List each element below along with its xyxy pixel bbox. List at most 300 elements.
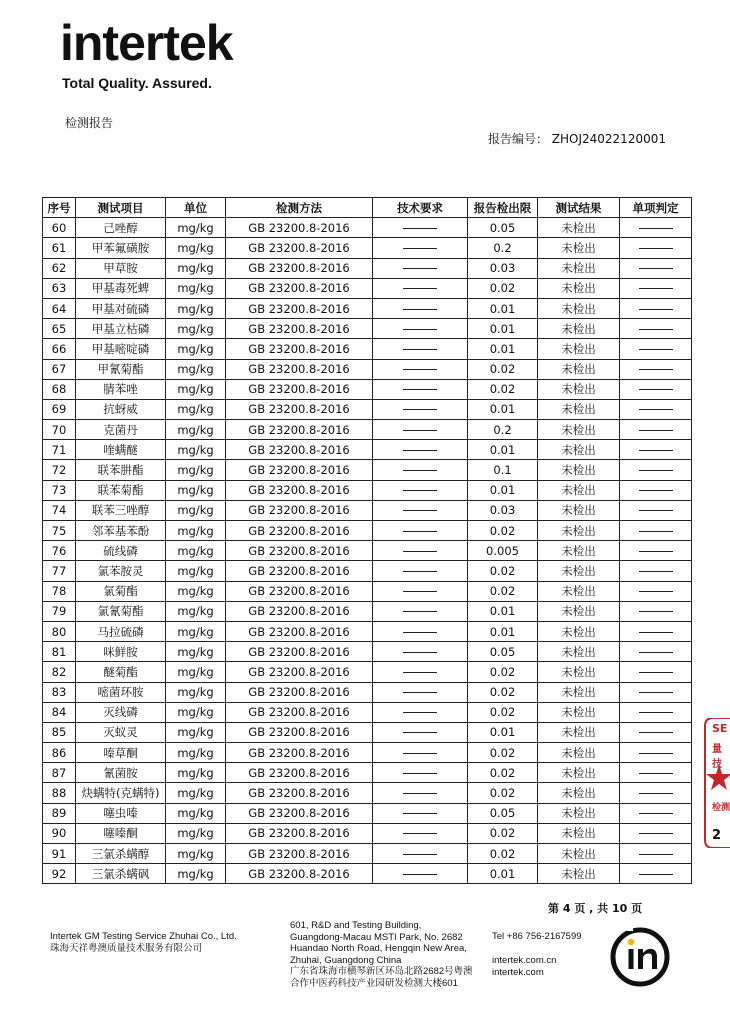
dash-placeholder: [403, 450, 437, 451]
cell-judgement: [620, 783, 692, 803]
cell-requirement: [373, 359, 468, 379]
cell-no: 70: [43, 420, 76, 440]
cell-no: 64: [43, 298, 76, 318]
col-header-judgement: 单项判定: [620, 198, 692, 218]
cell-judgement: [620, 844, 692, 864]
cell-no: 77: [43, 561, 76, 581]
dash-placeholder: [639, 712, 673, 713]
cell-item: 甲基毒死蜱: [76, 278, 166, 298]
dash-placeholder: [403, 833, 437, 834]
cell-no: 75: [43, 521, 76, 541]
dash-placeholder: [639, 470, 673, 471]
cell-method: GB 23200.8-2016: [226, 278, 373, 298]
cell-requirement: [373, 743, 468, 763]
cell-no: 83: [43, 682, 76, 702]
cell-method: GB 23200.8-2016: [226, 783, 373, 803]
table-row: [43, 601, 692, 621]
cell-item: 联苯三唑醇: [76, 500, 166, 520]
cell-result: 未检出: [538, 743, 620, 763]
cell-method: GB 23200.8-2016: [226, 844, 373, 864]
dash-placeholder: [639, 571, 673, 572]
dash-placeholder: [403, 349, 437, 350]
cell-item: 联苯菊酯: [76, 480, 166, 500]
table-row: [43, 864, 692, 884]
cell-method: GB 23200.8-2016: [226, 601, 373, 621]
cell-unit: mg/kg: [166, 864, 226, 884]
cell-requirement: [373, 864, 468, 884]
cell-result: 未检出: [538, 460, 620, 480]
dash-placeholder: [639, 389, 673, 390]
cell-detection-limit: 0.03: [468, 500, 538, 520]
dash-placeholder: [403, 652, 437, 653]
cell-unit: mg/kg: [166, 763, 226, 783]
telephone: Tel +86 756-2167599: [492, 931, 582, 942]
cell-method: GB 23200.8-2016: [226, 440, 373, 460]
page-number: 第 4 页 , 共 10 页: [548, 902, 643, 915]
cell-item: 甲草胺: [76, 258, 166, 278]
cell-judgement: [620, 460, 692, 480]
table-row: [43, 702, 692, 722]
dash-placeholder: [403, 854, 437, 855]
cell-judgement: [620, 521, 692, 541]
cell-judgement: [620, 319, 692, 339]
cell-no: 84: [43, 702, 76, 722]
cell-result: 未检出: [538, 803, 620, 823]
cell-result: 未检出: [538, 521, 620, 541]
cell-result: 未检出: [538, 682, 620, 702]
table-row: [43, 218, 692, 238]
dash-placeholder: [403, 409, 437, 410]
dash-placeholder: [639, 874, 673, 875]
cell-unit: mg/kg: [166, 238, 226, 258]
dash-placeholder: [403, 632, 437, 633]
cell-judgement: [620, 763, 692, 783]
cell-requirement: [373, 298, 468, 318]
col-header-detection-limit: 报告检出限: [468, 198, 538, 218]
address-line: 广东省珠海市横琴新区环岛北路2682号粤澳: [290, 966, 473, 977]
cell-detection-limit: 0.01: [468, 864, 538, 884]
dash-placeholder: [403, 490, 437, 491]
table-row: [43, 339, 692, 359]
address-line: Guangdong-Macau MSTI Park, No. 2682: [290, 931, 463, 943]
cell-method: GB 23200.8-2016: [226, 339, 373, 359]
dash-placeholder: [639, 329, 673, 330]
cell-judgement: [620, 500, 692, 520]
cell-unit: mg/kg: [166, 561, 226, 581]
cell-detection-limit: 0.01: [468, 319, 538, 339]
cell-result: 未检出: [538, 399, 620, 419]
cell-unit: mg/kg: [166, 541, 226, 561]
cell-judgement: [620, 561, 692, 581]
report-number: [488, 130, 666, 147]
table-row: [43, 420, 692, 440]
dash-placeholder: [639, 450, 673, 451]
dash-placeholder: [403, 753, 437, 754]
cell-item: 三氯杀螨醇: [76, 844, 166, 864]
cell-result: 未检出: [538, 642, 620, 662]
cell-requirement: [373, 399, 468, 419]
cell-no: 85: [43, 722, 76, 742]
intertek-logo: intertek: [60, 15, 233, 71]
cell-item: 甲基立枯磷: [76, 319, 166, 339]
cell-unit: mg/kg: [166, 743, 226, 763]
cell-unit: mg/kg: [166, 601, 226, 621]
cell-result: 未检出: [538, 339, 620, 359]
cell-judgement: [620, 399, 692, 419]
cell-judgement: [620, 864, 692, 884]
dash-placeholder: [403, 510, 437, 511]
website-com: intertek.com: [492, 967, 544, 978]
cell-result: 未检出: [538, 864, 620, 884]
cell-method: GB 23200.8-2016: [226, 460, 373, 480]
cell-method: GB 23200.8-2016: [226, 218, 373, 238]
dash-placeholder: [639, 793, 673, 794]
table-row: [43, 541, 692, 561]
cell-detection-limit: 0.03: [468, 258, 538, 278]
cell-result: 未检出: [538, 420, 620, 440]
cell-detection-limit: 0.2: [468, 420, 538, 440]
cell-method: GB 23200.8-2016: [226, 561, 373, 581]
cell-no: 80: [43, 621, 76, 641]
cell-judgement: [620, 379, 692, 399]
cell-result: 未检出: [538, 621, 620, 641]
cell-item: 噻嗪酮: [76, 823, 166, 843]
cell-item: 腈苯唑: [76, 379, 166, 399]
cell-detection-limit: 0.02: [468, 662, 538, 682]
seal-text-low: 检测: [712, 803, 730, 813]
cell-method: GB 23200.8-2016: [226, 662, 373, 682]
cell-no: 71: [43, 440, 76, 460]
cell-unit: mg/kg: [166, 642, 226, 662]
cell-result: 未检出: [538, 581, 620, 601]
cell-no: 82: [43, 662, 76, 682]
cell-unit: mg/kg: [166, 521, 226, 541]
cell-requirement: [373, 702, 468, 722]
cell-unit: mg/kg: [166, 298, 226, 318]
cell-requirement: [373, 581, 468, 601]
cell-method: GB 23200.8-2016: [226, 420, 373, 440]
cell-result: 未检出: [538, 662, 620, 682]
cell-item: 炔螨特(克螨特): [76, 783, 166, 803]
cell-no: 69: [43, 399, 76, 419]
cell-result: 未检出: [538, 561, 620, 581]
cell-unit: mg/kg: [166, 823, 226, 843]
cell-unit: mg/kg: [166, 662, 226, 682]
col-header-method: 检测方法: [226, 198, 373, 218]
cell-requirement: [373, 823, 468, 843]
cell-detection-limit: 0.01: [468, 621, 538, 641]
col-header-unit: 单位: [166, 198, 226, 218]
cell-no: 62: [43, 258, 76, 278]
cell-item: 氯氰菊酯: [76, 601, 166, 621]
cell-result: 未检出: [538, 763, 620, 783]
dash-placeholder: [403, 591, 437, 592]
cell-item: 氰菌胺: [76, 763, 166, 783]
cell-result: 未检出: [538, 844, 620, 864]
cell-requirement: [373, 803, 468, 823]
cell-judgement: [620, 823, 692, 843]
cell-detection-limit: 0.01: [468, 601, 538, 621]
dash-placeholder: [639, 531, 673, 532]
table-row: [43, 662, 692, 682]
results-table: [42, 197, 692, 884]
cell-judgement: [620, 359, 692, 379]
cell-unit: mg/kg: [166, 702, 226, 722]
cell-item: 甲基嘧啶磷: [76, 339, 166, 359]
dash-placeholder: [403, 813, 437, 814]
cell-no: 66: [43, 339, 76, 359]
col-header-item: 测试项目: [76, 198, 166, 218]
dash-placeholder: [403, 712, 437, 713]
dash-placeholder: [403, 672, 437, 673]
cell-requirement: [373, 541, 468, 561]
cell-detection-limit: 0.01: [468, 480, 538, 500]
cell-method: GB 23200.8-2016: [226, 359, 373, 379]
table-row: [43, 682, 692, 702]
cell-detection-limit: 0.01: [468, 399, 538, 419]
cell-no: 74: [43, 500, 76, 520]
cell-unit: mg/kg: [166, 278, 226, 298]
cell-detection-limit: 0.02: [468, 561, 538, 581]
table-row: [43, 460, 692, 480]
cell-method: GB 23200.8-2016: [226, 319, 373, 339]
company-name-en: Intertek GM Testing Service Zhuhai Co., Ltd.: [50, 931, 237, 942]
cell-method: GB 23200.8-2016: [226, 541, 373, 561]
cell-detection-limit: 0.02: [468, 379, 538, 399]
dash-placeholder: [403, 268, 437, 269]
dash-placeholder: [639, 591, 673, 592]
cell-judgement: [620, 480, 692, 500]
cell-item: 硫线磷: [76, 541, 166, 561]
dash-placeholder: [403, 692, 437, 693]
document-title: 检测报告: [65, 116, 114, 130]
dash-placeholder: [403, 288, 437, 289]
col-header-no: 序号: [43, 198, 76, 218]
table-row: [43, 399, 692, 419]
cell-detection-limit: 0.02: [468, 359, 538, 379]
cell-no: 61: [43, 238, 76, 258]
cell-result: 未检出: [538, 722, 620, 742]
cell-detection-limit: 0.02: [468, 743, 538, 763]
cell-detection-limit: 0.02: [468, 763, 538, 783]
address-line: Zhuhai, Guangdong China: [290, 954, 402, 966]
dash-placeholder: [639, 833, 673, 834]
dash-placeholder: [639, 369, 673, 370]
cell-judgement: [620, 702, 692, 722]
cell-result: 未检出: [538, 278, 620, 298]
dash-placeholder: [639, 632, 673, 633]
table-row: [43, 823, 692, 843]
cell-result: 未检出: [538, 702, 620, 722]
cell-item: 己唑醇: [76, 218, 166, 238]
cell-unit: mg/kg: [166, 420, 226, 440]
cell-judgement: [620, 642, 692, 662]
cell-requirement: [373, 258, 468, 278]
dash-placeholder: [639, 228, 673, 229]
cell-detection-limit: 0.02: [468, 844, 538, 864]
cell-judgement: [620, 339, 692, 359]
cell-requirement: [373, 642, 468, 662]
cell-item: 克菌丹: [76, 420, 166, 440]
table-row: [43, 440, 692, 460]
cell-detection-limit: 0.01: [468, 298, 538, 318]
cell-result: 未检出: [538, 440, 620, 460]
cell-requirement: [373, 319, 468, 339]
table-row: [43, 783, 692, 803]
cell-item: 邻苯基苯酚: [76, 521, 166, 541]
cell-judgement: [620, 621, 692, 641]
dash-placeholder: [639, 611, 673, 612]
cell-judgement: [620, 581, 692, 601]
cell-requirement: [373, 440, 468, 460]
website-cn: intertek.com.cn: [492, 955, 557, 966]
cell-item: 氯苯胺灵: [76, 561, 166, 581]
seal-text-top: SE: [712, 722, 728, 735]
cell-item: 灭蚁灵: [76, 722, 166, 742]
cell-result: 未检出: [538, 379, 620, 399]
cell-requirement: [373, 844, 468, 864]
cell-judgement: [620, 743, 692, 763]
footer-contact: [492, 931, 582, 979]
table-row: [43, 359, 692, 379]
col-header-result: 测试结果: [538, 198, 620, 218]
cell-item: 噻虫嗪: [76, 803, 166, 823]
table-row: [43, 258, 692, 278]
dash-placeholder: [639, 672, 673, 673]
dash-placeholder: [639, 551, 673, 552]
cell-item: 醚菊酯: [76, 662, 166, 682]
cell-detection-limit: 0.02: [468, 581, 538, 601]
cell-detection-limit: 0.01: [468, 440, 538, 460]
cell-item: 联苯肼酯: [76, 460, 166, 480]
address-line: 601, R&D and Testing Building,: [290, 920, 422, 931]
table-row: [43, 581, 692, 601]
dash-placeholder: [403, 430, 437, 431]
table-header-row: [43, 198, 692, 218]
address-line: Huandao North Road, Hengqin New Area,: [290, 943, 467, 954]
cell-judgement: [620, 440, 692, 460]
cell-method: GB 23200.8-2016: [226, 238, 373, 258]
cell-no: 63: [43, 278, 76, 298]
cell-result: 未检出: [538, 823, 620, 843]
cell-item: 嗪草酮: [76, 743, 166, 763]
dash-placeholder: [639, 692, 673, 693]
address-line: 合作中医药科技产业园研发检测大楼601: [290, 977, 458, 989]
cell-method: GB 23200.8-2016: [226, 743, 373, 763]
cell-no: 68: [43, 379, 76, 399]
cell-method: GB 23200.8-2016: [226, 823, 373, 843]
table-row: [43, 803, 692, 823]
dash-placeholder: [639, 409, 673, 410]
cell-unit: mg/kg: [166, 581, 226, 601]
cell-no: 87: [43, 763, 76, 783]
cell-method: GB 23200.8-2016: [226, 480, 373, 500]
cell-detection-limit: 0.02: [468, 823, 538, 843]
cell-detection-limit: 0.02: [468, 783, 538, 803]
cell-no: 60: [43, 218, 76, 238]
cell-requirement: [373, 218, 468, 238]
dash-placeholder: [403, 531, 437, 532]
cell-method: GB 23200.8-2016: [226, 864, 373, 884]
table-row: [43, 480, 692, 500]
cell-method: GB 23200.8-2016: [226, 682, 373, 702]
cell-item: 马拉硫磷: [76, 621, 166, 641]
cell-result: 未检出: [538, 783, 620, 803]
dash-placeholder: [639, 288, 673, 289]
dash-placeholder: [639, 268, 673, 269]
cell-detection-limit: 0.05: [468, 642, 538, 662]
cell-unit: mg/kg: [166, 844, 226, 864]
cell-method: GB 23200.8-2016: [226, 581, 373, 601]
dash-placeholder: [639, 813, 673, 814]
table-row: [43, 642, 692, 662]
dash-placeholder: [403, 551, 437, 552]
dash-placeholder: [403, 571, 437, 572]
cell-item: 甲基对硫磷: [76, 298, 166, 318]
cell-judgement: [620, 662, 692, 682]
dash-placeholder: [639, 732, 673, 733]
cell-requirement: [373, 238, 468, 258]
dash-placeholder: [403, 389, 437, 390]
cell-judgement: [620, 722, 692, 742]
cell-method: GB 23200.8-2016: [226, 521, 373, 541]
cell-method: GB 23200.8-2016: [226, 763, 373, 783]
cell-unit: mg/kg: [166, 339, 226, 359]
cell-requirement: [373, 420, 468, 440]
cell-result: 未检出: [538, 541, 620, 561]
cell-no: 86: [43, 743, 76, 763]
cell-judgement: [620, 298, 692, 318]
cell-item: 咪鲜胺: [76, 642, 166, 662]
cell-item: 氯菊酯: [76, 581, 166, 601]
tagline: Total Quality. Assured.: [62, 75, 212, 91]
dash-placeholder: [639, 490, 673, 491]
dash-placeholder: [639, 652, 673, 653]
cell-detection-limit: 0.01: [468, 722, 538, 742]
cell-item: 甲氰菊酯: [76, 359, 166, 379]
cell-item: 喹螨醚: [76, 440, 166, 460]
table-row: [43, 278, 692, 298]
dash-placeholder: [403, 228, 437, 229]
dash-placeholder: [639, 510, 673, 511]
cell-result: 未检出: [538, 258, 620, 278]
cell-unit: mg/kg: [166, 722, 226, 742]
cell-detection-limit: 0.01: [468, 339, 538, 359]
cell-result: 未检出: [538, 480, 620, 500]
cell-item: 三氯杀螨砜: [76, 864, 166, 884]
cell-result: 未检出: [538, 601, 620, 621]
table-body: [43, 218, 692, 884]
cell-no: 91: [43, 844, 76, 864]
cell-detection-limit: 0.2: [468, 238, 538, 258]
cell-no: 79: [43, 601, 76, 621]
cell-detection-limit: 0.05: [468, 218, 538, 238]
report-number-value: ZHOJ24022120001: [551, 132, 666, 146]
cell-method: GB 23200.8-2016: [226, 722, 373, 742]
cell-no: 78: [43, 581, 76, 601]
dash-placeholder: [403, 329, 437, 330]
cell-requirement: [373, 621, 468, 641]
seal-text-mid: 量技: [712, 744, 722, 770]
cell-method: GB 23200.8-2016: [226, 399, 373, 419]
dash-placeholder: [403, 874, 437, 875]
cell-no: 76: [43, 541, 76, 561]
cell-requirement: [373, 662, 468, 682]
cell-detection-limit: 0.02: [468, 521, 538, 541]
dash-placeholder: [639, 248, 673, 249]
table-row: [43, 722, 692, 742]
seal-text-bottom: 2: [712, 828, 722, 843]
